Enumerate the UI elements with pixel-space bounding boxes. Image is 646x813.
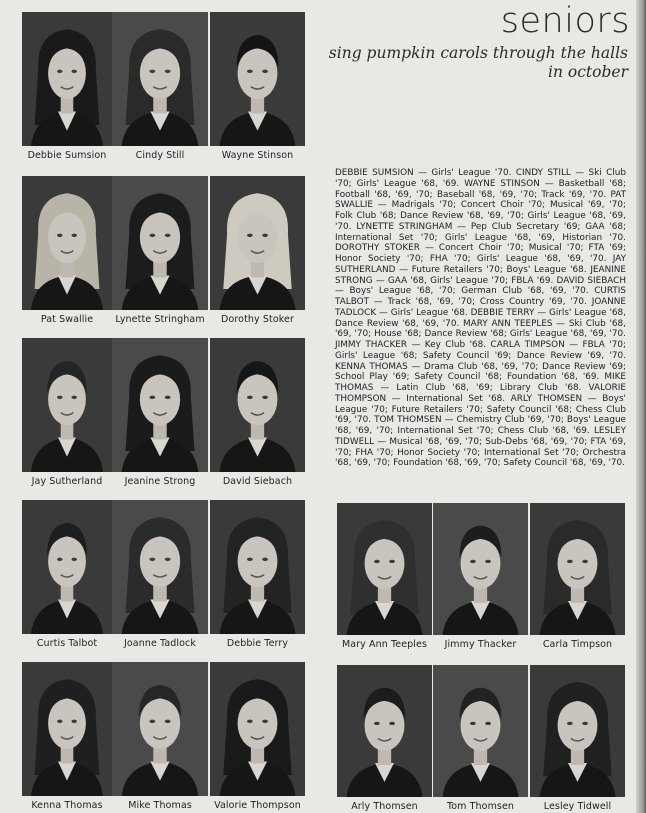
portrait-photo (22, 662, 112, 796)
portrait-name-caption: Debbie Terry (226, 638, 289, 649)
portrait-photo (112, 662, 208, 796)
portrait-david-siebach (210, 338, 305, 488)
portrait-photo (112, 176, 208, 310)
portrait-photo (210, 338, 305, 472)
portrait-photo (22, 500, 112, 634)
portrait-photo (22, 12, 112, 146)
portrait-debbie-sumsion (22, 12, 112, 162)
portrait-name-caption: David Siebach (222, 476, 293, 487)
portrait-photo (112, 338, 208, 472)
portrait-dorothy-stoker (210, 176, 305, 326)
portrait-kenna-thomas (22, 662, 112, 812)
portrait-name-caption: Cindy Still (135, 150, 185, 161)
portrait-name-caption: Dorothy Stoker (221, 314, 294, 325)
portrait-jeanine-strong (112, 338, 208, 488)
portrait-photo (22, 176, 112, 310)
portrait-name-caption: Jimmy Thacker (444, 639, 517, 650)
portrait-name-caption: Valorie Thompson (214, 800, 301, 811)
portrait-valorie-thompson (210, 662, 305, 812)
portrait-jay-sutherland (22, 338, 112, 488)
portrait-pat-swallie (22, 176, 112, 326)
portrait-lesley-tidwell (530, 665, 625, 813)
portrait-curtis-talbot (22, 500, 112, 650)
portrait-name-caption: Lesley Tidwell (543, 801, 612, 812)
portrait-carla-timpson (530, 503, 625, 651)
portrait-name-caption: Joanne Tadlock (123, 638, 196, 649)
portrait-name-caption: Debbie Sumsion (27, 150, 107, 161)
portrait-joanne-tadlock (112, 500, 208, 650)
portrait-debbie-terry (210, 500, 305, 650)
portrait-name-caption: Jay Sutherland (31, 476, 103, 487)
portrait-photo (433, 503, 528, 635)
portrait-photo (112, 12, 208, 146)
portrait-photo (210, 662, 305, 796)
portrait-arly-thomsen (337, 665, 432, 813)
portrait-name-caption: Jeanine Strong (124, 476, 196, 487)
portrait-wayne-stinson (210, 12, 305, 162)
portrait-name-caption: Carla Timpson (542, 639, 613, 650)
page-binding-edge (636, 0, 646, 813)
portrait-jimmy-thacker (433, 503, 528, 651)
portrait-photo (530, 665, 625, 797)
portrait-name-caption: Mary Ann Teeples (341, 639, 428, 650)
portrait-name-caption: Mike Thomas (128, 800, 192, 811)
portrait-photo (22, 338, 112, 472)
page-title: seniors (500, 1, 630, 41)
portrait-photo (112, 500, 208, 634)
portrait-name-caption: Kenna Thomas (31, 800, 103, 811)
senior-activities-text: DEBBIE SUMSION — Girls' League '70. CINDY STILL — Ski Club '70; Girls' League '68, '69. WAYNE STINSON — Basketball '68; Football '68, '69, '70; Baseball '68, '69, '70; Track '69, '70. PAT SWALLIE — Madrigals '70; Concert Choir '70; Musical '69, '70; Folk Club '68; Dance Review '68, '69, '70; Girls' League '68, '69, '70. LYNETTE STRINGHAM — Pep Club Secretary '69; GAA '68; International Set '70; Girls' League '68, '69, Historian '70. DOROTHY STOKER — Concert Choir '70; Musical '70; FTA '69; Honor Society '70; FHA '70; Girls' League '68, '69, '70. JAY SUTHERLAND — Future Retailers '70; Boys' League '68. JEANINE STRONG — GAA '68, Girls' League '70; FBLA '69. DAVID SIEBACH — Boys' League '68, '70; German Club '68, '69, '70. CURTIS TALBOT — Track '68, '69, '70; Cross Country '69, '70. JOANNE TADLOCK — Girls' League '68. DEBBIE TERRY — Girls' League '68, Dance Review '68, '69, '70. MARY ANN TEEPLES — Ski Club '68, '69, '70; House '68; Dance Review '68; Girls' League '68, '69, '70. JIMMY THACKER — Key Club '68. CARLA TIMPSON — FBLA '70; Girls' League '68; Safety Council '69; Dance Review '69, '70. KENNA THOMAS — Drama Club '68, '69, '70; Dance Review '69; School Play '69; Safety Council '68; Foundation '68, '69. MIKE THOMAS — Latin Club '68, '69; Library Club '68. VALORIE THOMPSON — International Set '68. ARLY THOMSEN — Boys' League '70; Future Retailers '70; Safety Council '68; Chess Club '69, '70. TOM THOMSEN — Chemistry Club '69, '70; Boys' League '68, '69, '70; International Set '70; Chess Club '68, '69. LESLEY TIDWELL — Musical '68, '69, '70; Sub-Debs '68, '69, '70; FTA '69, '70; FHA '70; Honor Society '70; International Set '70; Orchestra '68, '69, '70; Foundation '68, '69, '70; Safety Council '68, '69, '70. (335, 168, 626, 469)
portrait-photo (337, 665, 432, 797)
portrait-name-caption: Lynette Stringham (115, 314, 205, 325)
portrait-mary-ann-teeples (337, 503, 432, 651)
portrait-cindy-still (112, 12, 208, 162)
portrait-photo (210, 176, 305, 310)
portrait-photo (433, 665, 528, 797)
page-subtitle: sing pumpkin carols through the halls in october (328, 44, 628, 81)
portrait-name-caption: Curtis Talbot (36, 638, 98, 649)
portrait-lynette-stringham (112, 176, 208, 326)
portrait-photo (530, 503, 625, 635)
portrait-tom-thomsen (433, 665, 528, 813)
portrait-photo (210, 12, 305, 146)
portrait-photo (337, 503, 432, 635)
portrait-mike-thomas (112, 662, 208, 812)
portrait-name-caption: Tom Thomsen (446, 801, 515, 812)
portrait-photo (210, 500, 305, 634)
portrait-name-caption: Wayne Stinson (221, 150, 294, 161)
portrait-name-caption: Pat Swallie (40, 314, 94, 325)
portrait-name-caption: Arly Thomsen (351, 801, 418, 812)
